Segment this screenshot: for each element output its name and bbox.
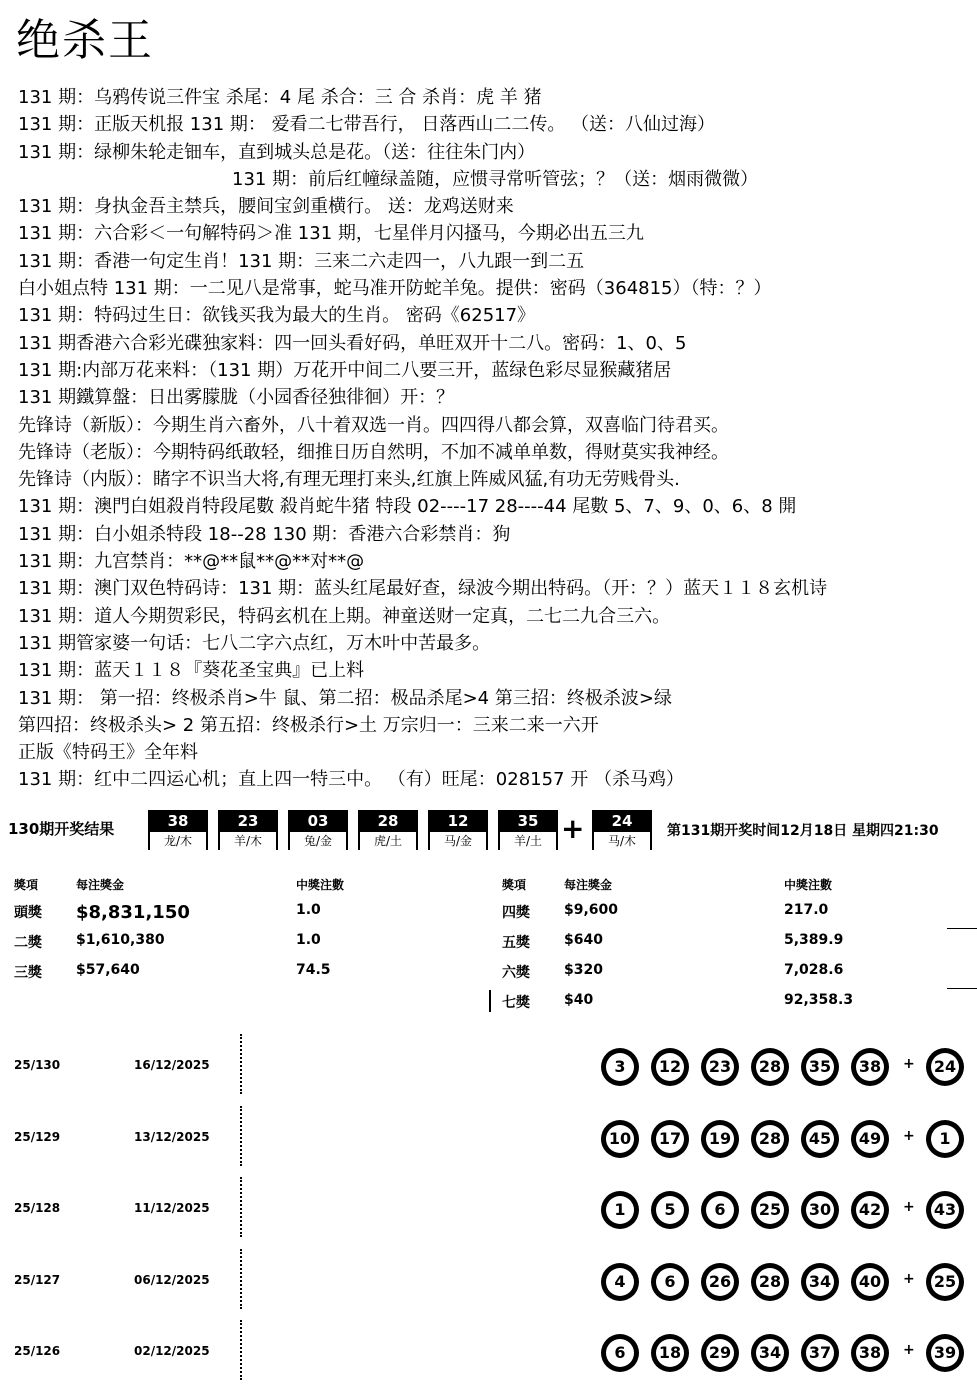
prize-amount: $57,640 <box>76 962 140 978</box>
result-ball <box>428 810 488 852</box>
result-ball <box>288 810 348 852</box>
prize-row <box>500 962 977 992</box>
history-ball: 4 <box>601 1263 639 1301</box>
special-ball-zodiac: 马/木 <box>592 832 652 850</box>
history-issue: 25/128 <box>14 1201 61 1216</box>
history-ball: 3 <box>601 1048 639 1086</box>
history-ball: 23 <box>701 1048 739 1086</box>
forecast-line: 正版《特码王》全年料 <box>18 742 198 764</box>
history-plus: + <box>903 1056 915 1072</box>
history-ball: 29 <box>701 1334 739 1372</box>
result-ball-zodiac: 兔/金 <box>288 832 348 850</box>
history-ball: 19 <box>701 1120 739 1158</box>
result-ball-zodiac: 马/金 <box>428 832 488 850</box>
history-separator <box>240 1034 243 1094</box>
prize-row <box>0 902 489 932</box>
result-ball-number: 03 <box>288 810 348 832</box>
history-ball: 28 <box>751 1263 789 1301</box>
prize-divider <box>489 990 491 1012</box>
forecast-line: 131 期： 第一招：终极杀肖>牛 鼠、第二招：极品杀尾>4 第三招：终极杀波>绿 <box>18 687 672 709</box>
prize-header-item: 獎項 <box>502 878 527 892</box>
history-row <box>0 1316 977 1388</box>
history-date: 13/12/2025 <box>134 1129 210 1144</box>
result-ball-zodiac: 龙/木 <box>148 832 208 850</box>
forecast-line: 131 期：九宫禁肖：**@**鼠**@**对**@ <box>18 551 365 573</box>
result-ball <box>358 810 418 852</box>
history-special-ball: 25 <box>926 1263 964 1301</box>
prize-name: 七獎 <box>502 995 530 1011</box>
history-ball: 6 <box>601 1334 639 1372</box>
special-ball <box>592 810 652 852</box>
special-ball-number: 24 <box>592 810 652 832</box>
history-row <box>0 1102 977 1174</box>
forecast-line: 131 期：正版天机报 131 期： 爱看二七带吾行， 日落西山二二传。 （送：八仙过海） <box>18 114 716 136</box>
prize-amount: $320 <box>564 962 603 978</box>
prize-header-amount: 每注獎金 <box>564 878 613 892</box>
history-date: 16/12/2025 <box>134 1058 210 1072</box>
prize-count: 1.0 <box>296 902 321 918</box>
history-special-ball: 24 <box>926 1048 964 1086</box>
prize-count: 74.5 <box>296 962 331 978</box>
history-ball: 45 <box>801 1120 839 1158</box>
history-plus: + <box>903 1270 915 1287</box>
table-rule <box>947 928 977 929</box>
history-ball: 17 <box>651 1120 689 1158</box>
prize-name: 五獎 <box>502 935 530 951</box>
history-issue: 25/126 <box>14 1344 61 1359</box>
result-ball-number: 23 <box>218 810 278 832</box>
draw-result-label: 130期开奖结果 <box>8 820 115 838</box>
history-ball: 12 <box>651 1048 689 1086</box>
result-ball-zodiac: 羊/土 <box>498 832 558 850</box>
forecast-line: 先锋诗（新版）：今期生肖六畜外，八十着双选一肖。四四得八都会算，双喜临门待君买。 <box>18 414 729 436</box>
forecast-line: 131 期：特码过生日：欲钱买我为最大的生肖。 密码《62517》 <box>18 305 536 327</box>
history-ball: 34 <box>751 1334 789 1372</box>
prize-row <box>500 902 977 932</box>
plus-sign: + <box>561 812 585 845</box>
forecast-line: 131 期：蓝天１１８『葵花圣宝典』已上料 <box>18 660 365 682</box>
history-separator <box>240 1249 243 1309</box>
forecast-line: 131 期鐵算盤：日出雾朦胧（小园香径独徘徊）开：？ <box>18 387 455 409</box>
history-ball: 42 <box>851 1191 889 1229</box>
forecast-line: 131 期：道人今期贺彩民，特码玄机在上期。神童送财一定真，二七二九合三六。 <box>18 605 671 627</box>
prize-table-left <box>0 876 489 992</box>
history-plus: + <box>903 1127 915 1144</box>
history-date: 11/12/2025 <box>134 1201 210 1216</box>
history-ball: 10 <box>601 1120 639 1158</box>
history-plus: + <box>903 1342 915 1359</box>
forecast-line: 131 期管家婆一句话：七八二字六点红，万木叶中苦最多。 <box>18 632 491 654</box>
result-ball-number: 38 <box>148 810 208 832</box>
result-ball-zodiac: 羊/木 <box>218 832 278 850</box>
history-ball: 35 <box>801 1048 839 1086</box>
history-ball: 5 <box>651 1191 689 1229</box>
history-issue: 25/129 <box>14 1129 61 1144</box>
history-ball: 1 <box>601 1191 639 1229</box>
forecast-line: 131 期：澳门双色特码诗：131 期：蓝头红尾最好查，绿波今期出特码。（开：？）蓝天１１８玄机诗 <box>18 578 828 600</box>
prize-row <box>500 932 977 962</box>
history-ball: 49 <box>851 1120 889 1158</box>
prize-name: 二獎 <box>14 935 42 951</box>
result-ball-zodiac: 虎/土 <box>358 832 418 850</box>
forecast-line: 131 期：六合彩＜一句解特码＞准 131 期，七星伴月闪搔马，今期必出五三九 <box>18 223 644 245</box>
forecast-line: 131 期：前后红幢绿盖随，应惯寻常听管弦；？（送：烟雨微微） <box>232 168 759 190</box>
result-ball <box>218 810 278 852</box>
prize-amount: $1,610,380 <box>76 932 165 948</box>
history-ball: 38 <box>851 1048 889 1086</box>
history-row <box>0 1030 977 1102</box>
result-ball-number: 12 <box>428 810 488 832</box>
history-ball: 37 <box>801 1334 839 1372</box>
history-ball: 26 <box>701 1263 739 1301</box>
history-ball: 25 <box>751 1191 789 1229</box>
forecast-line: 先锋诗（内版）：睹字不识当大将,有理无理打来头,红旗上阵威风猛,有功无劳贱骨头. <box>18 469 680 491</box>
history-ball: 28 <box>751 1048 789 1086</box>
prize-count: 1.0 <box>296 932 321 948</box>
prize-name: 三獎 <box>14 965 42 981</box>
prize-row <box>0 932 489 962</box>
history-special-ball: 39 <box>926 1334 964 1372</box>
prize-name: 四獎 <box>502 905 530 921</box>
history-separator <box>240 1320 243 1380</box>
history-plus: + <box>903 1199 915 1216</box>
forecast-line: 131 期：身执金吾主禁兵，腰间宝剑重横行。 送：龙鸡送财来 <box>18 196 514 218</box>
table-rule <box>947 988 977 989</box>
draw-result-row <box>0 808 977 854</box>
prize-header-count: 中獎注數 <box>784 878 833 892</box>
prize-count: 217.0 <box>784 902 829 918</box>
history-date: 02/12/2025 <box>134 1344 210 1359</box>
prize-name: 六獎 <box>502 965 530 981</box>
prize-amount: $8,831,150 <box>76 902 190 923</box>
result-ball-number: 28 <box>358 810 418 832</box>
forecast-line: 白小姐点特 131 期：一二见八是常事，蛇马准开防蛇羊兔。提供：密码（364815）（特：？） <box>18 278 772 300</box>
history-ball: 40 <box>851 1263 889 1301</box>
history-special-ball: 1 <box>926 1120 964 1158</box>
prize-amount: $9,600 <box>564 902 619 918</box>
history-special-ball: 43 <box>926 1191 964 1229</box>
history-separator <box>240 1106 243 1166</box>
forecast-lines <box>18 84 968 794</box>
history-ball: 18 <box>651 1334 689 1372</box>
forecast-line: 第四招：终极杀头> 2 第五招：终极杀行>土 万宗归一：三来二来一六开 <box>18 714 599 736</box>
forecast-line: 131 期香港六合彩光碟独家料：四一回头看好码，单旺双开十二八。密码：1、0、5 <box>18 332 687 354</box>
prize-table-right <box>500 876 977 1022</box>
history-ball: 6 <box>701 1191 739 1229</box>
prize-header-item: 獎項 <box>14 878 39 892</box>
history-ball: 34 <box>801 1263 839 1301</box>
history-issue: 25/130 <box>14 1058 61 1072</box>
page-title: 绝杀王 <box>16 15 154 66</box>
prize-amount: $640 <box>564 932 603 948</box>
history-ball: 6 <box>651 1263 689 1301</box>
result-ball <box>148 810 208 852</box>
forecast-line: 131 期：澳門白姐殺肖特段尾數 殺肖蛇牛猪 特段 02----17 28----44 尾數 5、7、9、0、6、8 開 <box>18 496 797 518</box>
forecast-line: 131 期：红中二四运心机；直上四一特三中。 （有）旺尾：028157 开 （杀马鸡） <box>18 769 684 791</box>
history-date: 06/12/2025 <box>134 1272 210 1287</box>
history-row <box>0 1173 977 1245</box>
prize-row <box>500 992 977 1022</box>
prize-header-amount: 每注獎金 <box>76 878 125 892</box>
prize-row <box>0 962 489 992</box>
draw-history <box>0 1030 977 1388</box>
forecast-line: 131 期：乌鸦传说三件宝 杀尾：4 尾 杀合：三 合 杀肖：虎 羊 猪 <box>18 87 542 108</box>
prize-name: 頭獎 <box>14 905 42 921</box>
result-ball <box>498 810 558 852</box>
forecast-line: 131 期：绿柳朱轮走钿车，直到城头总是花。（送：往往朱门内） <box>18 141 536 163</box>
prize-count: 92,358.3 <box>784 992 854 1008</box>
prize-count: 5,389.9 <box>784 932 844 948</box>
history-ball: 30 <box>801 1191 839 1229</box>
history-ball: 28 <box>751 1120 789 1158</box>
forecast-line: 131 期：白小姐杀特段 18--28 130 期：香港六合彩禁肖：狗 <box>18 523 511 545</box>
forecast-line: 131 期:内部万花来料：（131 期）万花开中间二八要三开，蓝绿色彩尽显猴藏猪居 <box>18 359 672 381</box>
prize-amount: $40 <box>564 992 594 1008</box>
history-issue: 25/127 <box>14 1272 61 1287</box>
next-draw-time: 第131期开奖时间12月18日 星期四21:30 <box>667 823 939 839</box>
prize-count: 7,028.6 <box>784 962 844 978</box>
forecast-line: 先锋诗（老版）：今期特码纸敢轻，细推日历自然明，不加不减单单数，得财莫实我神经。 <box>18 441 729 463</box>
prize-header-count: 中獎注數 <box>296 878 345 892</box>
forecast-line: 131 期：香港一句定生肖！131 期：三来二六走四一，八九跟一到二五 <box>18 250 585 272</box>
result-ball-number: 35 <box>498 810 558 832</box>
history-row <box>0 1245 977 1317</box>
history-separator <box>240 1177 243 1237</box>
history-ball: 38 <box>851 1334 889 1372</box>
